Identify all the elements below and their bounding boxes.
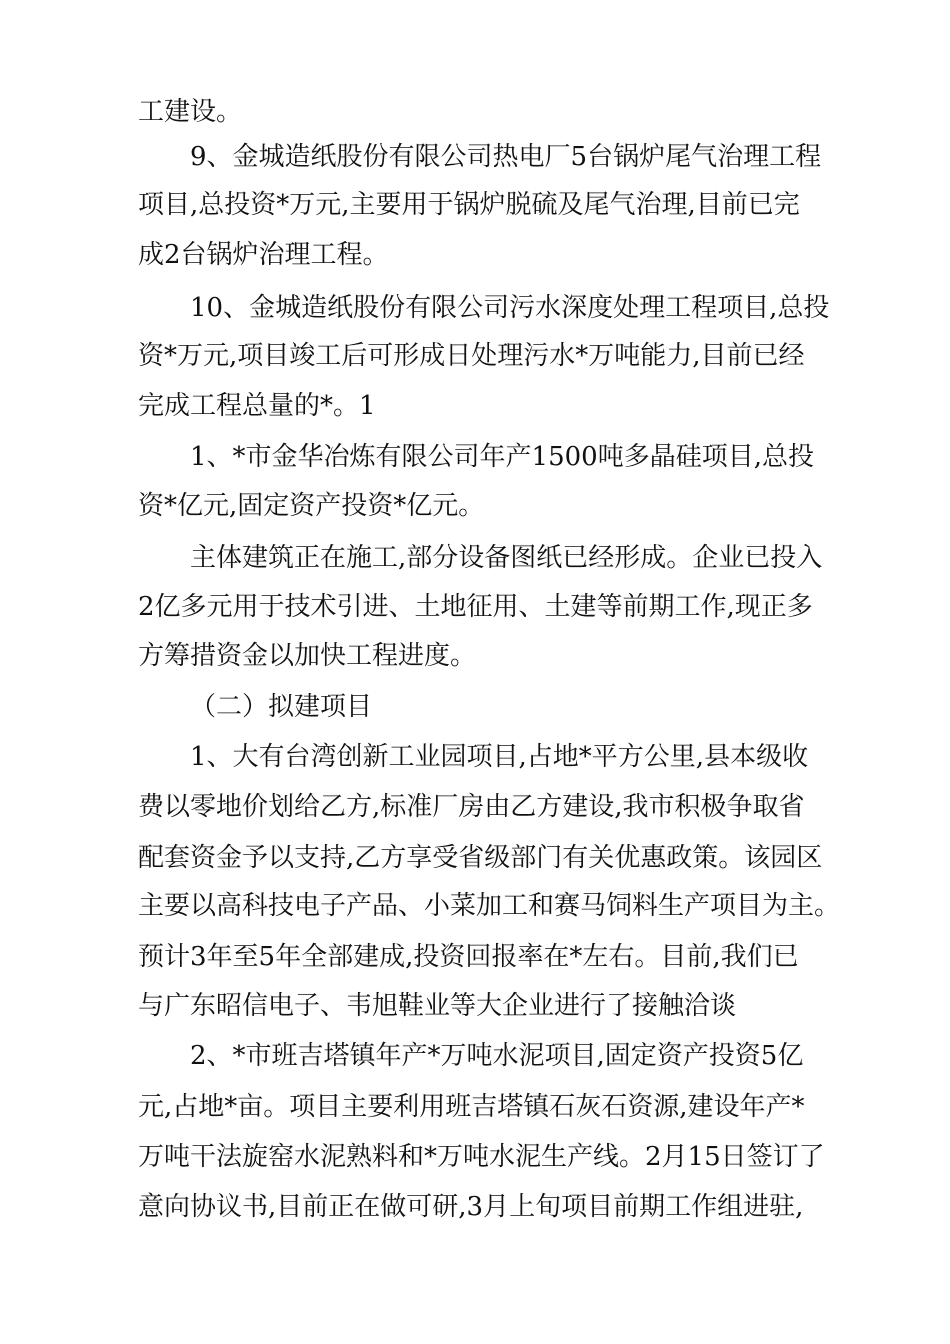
text-line-20: 2、*市班吉塔镇年产*万吨水泥项目,固定资产投资5亿 [190,1041,804,1071]
text-line-12: 方筹措资金以加快工程进度。 [138,641,477,671]
text-line-15: 费以零地价划给乙方,标准厂房由乙方建设,我市积极争取省 [138,792,805,822]
text-line-7: 完成工程总量的*。1 [138,391,376,421]
text-line-2: 9、金城造纸股份有限公司热电厂5台锅炉尾气治理工程 [190,142,822,172]
text-line-19: 与广东昭信电子、韦旭鞋业等大企业进行了接触洽谈 [138,991,737,1021]
text-line-9: 资*亿元,固定资产投资*亿元。 [138,491,485,521]
text-line-11: 2亿多元用于技术引进、土地征用、土建等前期工作,现正多 [138,592,813,622]
text-line-10: 主体建筑正在施工,部分设备图纸已经形成。企业已投入 [190,543,823,573]
text-line-21: 元,占地*亩。项目主要利用班吉塔镇石灰石资源,建设年产* [138,1092,805,1122]
text-line-4: 成2台锅炉治理工程。 [138,240,389,270]
text-line-14: 1、大有台湾创新工业园项目,占地*平方公里,县本级收 [190,742,809,772]
text-line-3: 项目,总投资*万元,主要用于锅炉脱硫及尾气治理,目前已完 [138,190,800,220]
text-line-6: 资*万元,项目竣工后可形成日处理污水*万吨能力,目前已经 [138,341,805,371]
text-line-8: 1、*市金华冶炼有限公司年产1500吨多晶硅项目,总投 [190,442,814,472]
text-line-5: 10、金城造纸股份有限公司污水深度处理工程项目,总投 [190,293,830,323]
text-line-16: 配套资金予以支持,乙方享受省级部门有关优惠政策。该园区 [138,843,823,873]
text-line-1: 工建设。 [138,97,243,127]
text-line-17: 主要以高科技电子产品、小菜加工和赛马饲料生产项目为主。 [138,891,841,921]
text-line-22: 万吨干法旋窑水泥熟料和*万吨水泥生产线。2月15日签订了 [138,1142,825,1172]
text-line-23: 意向协议书,目前正在做可研,3月上旬项目前期工作组进驻, [138,1192,804,1222]
text-line-18: 预计3年至5年全部建成,投资回报率在*左右。目前,我们已 [138,942,799,972]
section-heading: （二）拟建项目 [190,692,373,722]
